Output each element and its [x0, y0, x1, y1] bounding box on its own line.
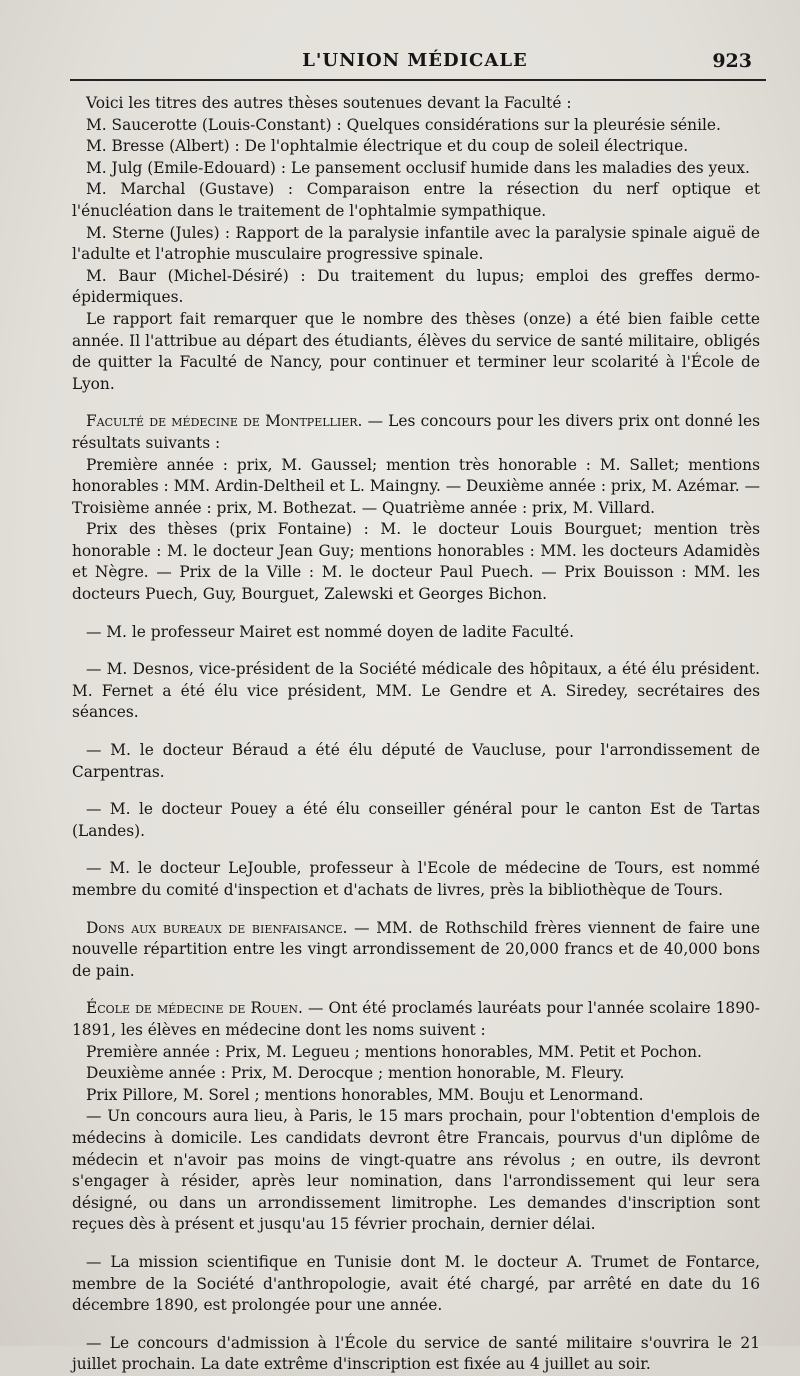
paragraph-report: Le rapport fait remarquer que le nombre des thèses (onze) a été bien faible cette année. Il l'attribue au départ des étudiants, élèves du service de santé militaire, obligés de quitter la Faculté de Nancy, pour continuer et terminer leur scolarité à l'École de Lyon.: [72, 309, 760, 393]
rouen-prize: Première année : Prix, M. Legueu ; mentions honorables, MM. Petit et Pochon.: [86, 1042, 702, 1061]
section-lead: École de médecine de Rouen.: [86, 999, 303, 1018]
paragraph-rouen: École de médecine de Rouen. — Ont été proclamés lauréats pour l'année scolaire 1890-1891, les élèves en médecine dont les noms suivent :: [72, 999, 760, 1039]
thesis-entry: M. Bresse (Albert) : De l'ophtalmie électrique et du coup de soleil électrique.: [86, 137, 689, 156]
thesis-entry: M. Marchal (Gustave) : Comparaison entre la résection du nerf optique et l'énucléation dans le traitement de l'ophtalmie sympathique.: [72, 180, 760, 220]
paragraph-lejouble: — M. le docteur LeJouble, professeur à l'Ecole de médecine de Tours, est nommé membre du comité d'inspection et d'achats de livres, près la bibliothèque de Tours.: [72, 859, 760, 899]
paragraph-concours-paris: — Un concours aura lieu, à Paris, le 15 mars prochain, pour l'obtention d'emplois de médecins à domicile. Les candidats devront être Francais, pourvus d'un diplôme de médecin et n'avoir pas moins de vingt-quatre ans révolus ; en outre, ils devront s'engager à résider, après leur nomination, dans l'arrondissement qui leur sera désigné, ou dans un arrondissement limitrophe. Les demandes d'inscription sont reçues dès à présent et jusqu'au 15 février prochain, dernier délai.: [72, 1107, 760, 1234]
section-lead: Dons aux bureaux de bienfaisance.: [86, 918, 348, 937]
paragraph-dons: Dons aux bureaux de bienfaisance. — MM. de Rothschild frères viennent de faire une nouvelle répartition entre les vingt arrondissement de 20,000 francs et de 40,000 bons de pain.: [72, 918, 760, 980]
page-number: 923: [712, 50, 752, 72]
section-lead: Faculté de médecine de Montpellier.: [86, 412, 363, 431]
thesis-entry: M. Baur (Michel-Désiré) : Du traitement du lupus; emploi des greffes dermo-épidermiques.: [72, 266, 760, 307]
paragraph-mission-tunisie: — La mission scientifique en Tunisie dont M. le docteur A. Trumet de Fontarce, membre de la Société d'anthropologie, avait été chargé, par arrêté en date du 16 décembre 1890, est prolongée pour une année.: [72, 1252, 760, 1315]
paragraph-intro: Voici les titres des autres thèses soutenues devant la Faculté :: [86, 94, 572, 112]
journal-title: L'UNION MÉDICALE: [302, 50, 528, 71]
header-rule: [70, 79, 766, 81]
paragraph-prizes-theses: Prix des thèses (prix Fontaine) : M. le docteur Louis Bourguet; mention très honorable : M. le docteur Jean Guy; mentions honorables : MM. les docteurs Adamidès et Nègre. — Prix de la Ville : M. le docteur Paul Puech. — Prix Bouisson : MM. les docteurs Puech, Guy, Bourguet, Zalewski et Georges Bichon.: [72, 520, 760, 604]
rouen-prize: Deuxième année : Prix, M. Derocque ; mention honorable, M. Fleury.: [86, 1064, 625, 1083]
article-body: [72, 93, 760, 1376]
paragraph-prizes-years: Première année : prix, M. Gaussel; mention très honorable : M. Sallet; mentions honorables : MM. Ardin-Deltheil et L. Maingny. — Deuxième année : prix, M. Azémar. — Troisième année : prix, M. Bothezat. — Quatrième année : prix, M. Villard.: [72, 455, 760, 517]
paragraph-montpellier: Faculté de médecine de Montpellier. — Les concours pour les divers prix ont donné les résultats suivants :: [72, 412, 760, 452]
thesis-entry: M. Julg (Emile-Edouard) : Le pansement occlusif humide dans les maladies des yeux.: [86, 158, 750, 177]
running-header: [70, 48, 760, 78]
paragraph-beraud: — M. le docteur Béraud a été élu député de Vaucluse, pour l'arrondissement de Carpentras.: [72, 741, 760, 781]
paragraph-concours-militaire: — Le concours d'admission à l'École du service de santé militaire s'ouvrira le 21 juillet prochain. La date extrême d'inscription est fixée au 4 juillet au soir.: [72, 1333, 760, 1374]
paragraph-mairet: — M. le professeur Mairet est nommé doyen de ladite Faculté.: [86, 622, 575, 641]
paragraph-pouey: — M. le docteur Pouey a été élu conseiller général pour le canton Est de Tartas (Landes).: [72, 800, 760, 840]
thesis-entry: M. Sterne (Jules) : Rapport de la paralysie infantile avec la paralysie spinale aiguë de l'adulte et l'atrophie musculaire progressive spinale.: [72, 223, 760, 264]
thesis-entry: M. Saucerotte (Louis-Constant) : Quelques considérations sur la pleurésie sénile.: [86, 115, 721, 134]
paragraph-desnos: — M. Desnos, vice-président de la Société médicale des hôpitaux, a été élu président. M. Fernet a été élu vice président, MM. Le Gendre et A. Siredey, secrétaires des séances.: [72, 660, 760, 722]
rouen-prize: Prix Pillore, M. Sorel ; mentions honorables, MM. Bouju et Lenormand.: [86, 1085, 644, 1104]
